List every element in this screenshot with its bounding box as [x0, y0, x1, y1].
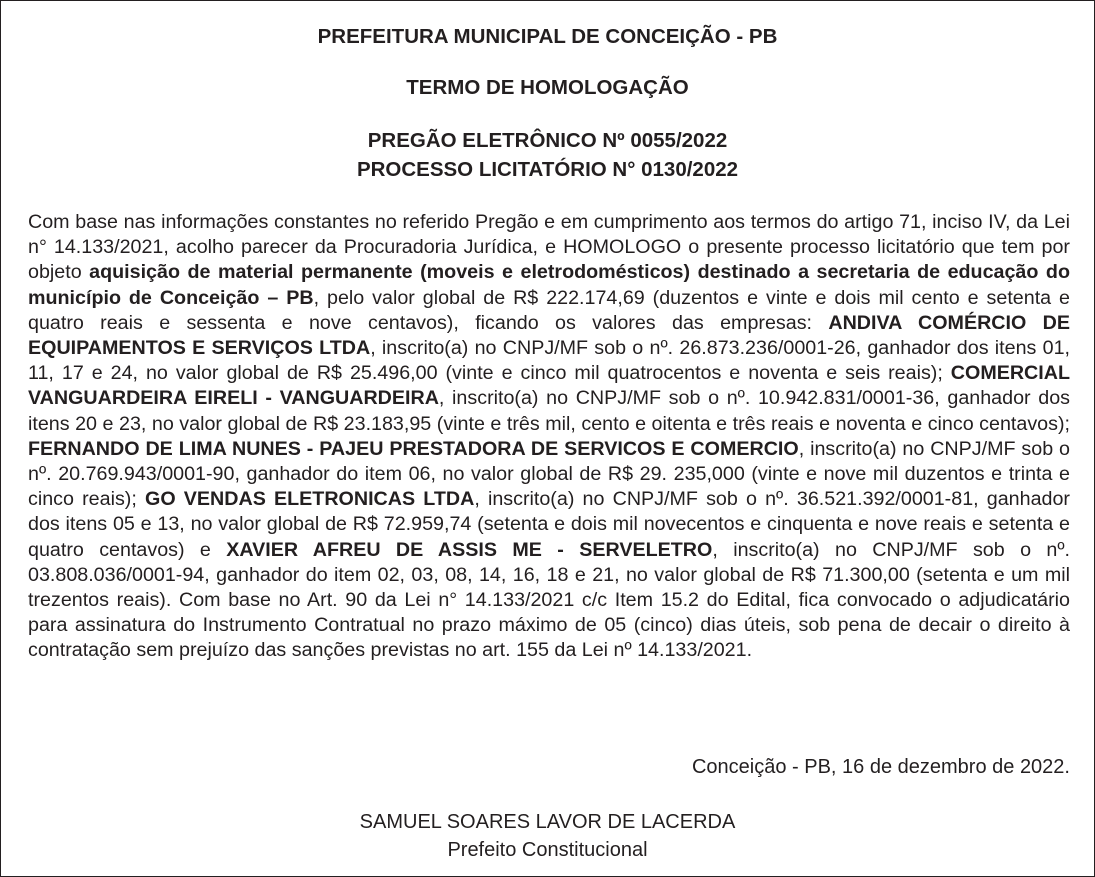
signer-title: Prefeito Constitucional — [447, 839, 648, 861]
body-text-segment: Com base nas informações constantes no referido Pregão e em cumprimento aos termos do artigo 71, inciso IV, da Lei n° 14.133/2021, acolho parecer da Procuradoria Jurídica, e HOMOLOGO o presente processo licitatório que tem por objeto — [28, 211, 1070, 284]
company-name: XAVIER AFREU DE ASSIS ME - SERVELETRO — [226, 538, 713, 561]
pregao-number: PREGÃO ELETRÔNICO Nº 0055/2022 — [367, 129, 728, 152]
body-text-segment: , inscrito(a) no CNPJ/MF sob o nº. 20.769.943/0001-90, ganhador do item 06, no valor global de R$ 29. 235,000 (vinte e nove mil duzentos e trinta e cinco reais); — [28, 437, 1070, 511]
body-text-segment: , pelo valor global de R$ 222.174,69 (duzentos e vinte e dois mil cento e setenta e quatro reais e sessenta e nove centavos), ficando os valores das empresas: — [28, 286, 1071, 334]
company-name: GO VENDAS ELETRONICAS LTDA — [145, 488, 475, 511]
body-text-segment: , inscrito(a) no CNPJ/MF sob o nº. 10.942.831/0001-36, ganhador dos itens 20 e 23, no valor global de R$ 23.183,95 (vinte e três mil, cento e oitenta e três reais e noventa e cinco centavos); — [28, 387, 1070, 435]
institution-title: PREFEITURA MUNICIPAL DE CONCEIÇÃO - PB — [317, 25, 778, 48]
body-text-segment: , inscrito(a) no CNPJ/MF sob o nº. 03.808.036/0001-94, ganhador do item 02, 03, 08, 14, 16, 18 e 21, no valor global de R$ 71.300,00 (setenta e um mil trezentos reais). Com base no Art. 90 da Lei n° 14.133/2021 c/c Item 15.2 do Edital, fica convocado o adjudicatário para assinatura do Instrumento Contratual no prazo máximo de 05 (cinco) dias úteis, sob pena de decair o direito à contratação sem prejuízo das sanções previstas no art. 155 da Lei nº 14.133/2021. — [28, 538, 1071, 662]
company-name: COMERCIAL VANGUARDEIRA EIRELI - VANGUARDEIRA — [28, 362, 1070, 410]
procurement-object: aquisição de material permanente (moveis e eletrodomésticos) destinado a secretaria de educação do município de Conceição – PB — [28, 261, 1070, 309]
body-text-segment: , inscrito(a) no CNPJ/MF sob o nº. 26.873.236/0001-26, ganhador dos itens 01, 11, 17 e 24, no valor global de R$ 25.496,00 (vinte e cinco mil quatrocentos e noventa e seis reais); — [28, 337, 1071, 385]
company-name: FERNANDO DE LIMA NUNES - PAJEU PRESTADORA DE SERVICOS E COMERCIO — [28, 437, 799, 460]
processo-number: PROCESSO LICITATÓRIO N° 0130/2022 — [356, 158, 739, 181]
signer-name: SAMUEL SOARES LAVOR DE LACERDA — [359, 811, 736, 833]
document-type-title: TERMO DE HOMOLOGAÇÃO — [406, 76, 689, 99]
date-line: Conceição - PB, 16 de dezembro de 2022. — [691, 756, 1070, 778]
homologation-paragraph — [28, 210, 1070, 664]
company-name: ANDIVA COMÉRCIO DE EQUIPAMENTOS E SERVIÇOS LTDA — [28, 311, 1070, 360]
body-text-segment: , inscrito(a) no CNPJ/MF sob o nº. 36.521.392/0001-81, ganhador dos itens 05 e 13, no valor global de R$ 72.959,74 (setenta e dois mil novecentos e cinquenta e nove reais e setenta e quatro centavos) e — [28, 488, 1070, 561]
